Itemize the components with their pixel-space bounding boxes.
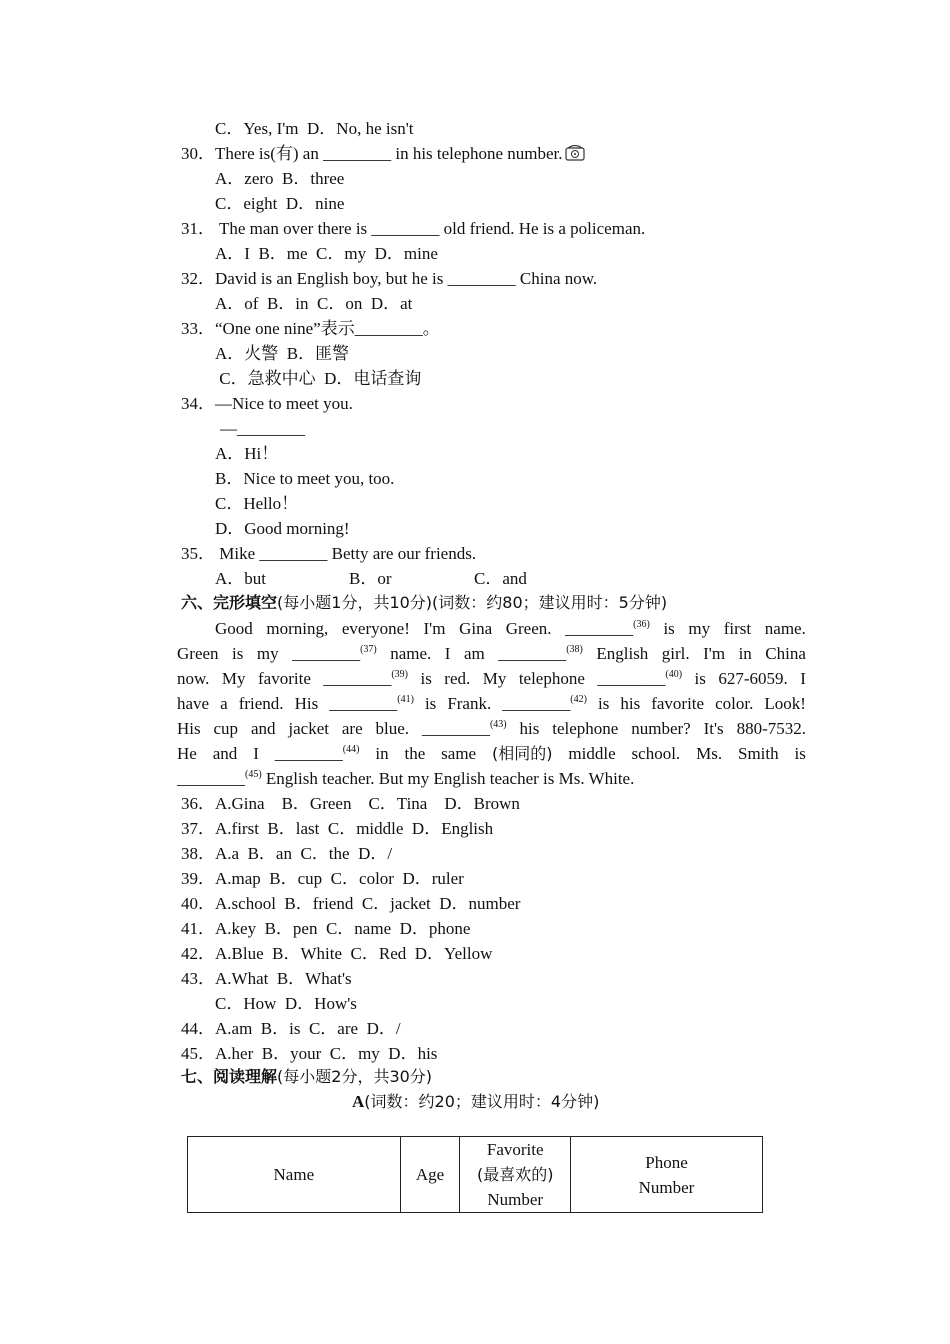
section-7-title: 七、阅读理解 [181, 1067, 278, 1086]
passage-line-4: have a friend. His ________$^{(41)}$ is Frank. ________$^{(42)}$ is his favorite color. Look! [177, 694, 806, 713]
blank-number: (39) [391, 669, 408, 680]
q43-cd: C．How D．How's [215, 994, 357, 1013]
q29-options-cd: C．Yes, I'm D．No, he isn't [215, 119, 414, 138]
part-a-letter: A [352, 1092, 365, 1111]
q36: 36．A.Gina B．Green C．Tina D．Brown [181, 794, 520, 813]
q30-text: 30．There is(有) an ________ in his telephone number. [181, 144, 563, 163]
q33-options-ab: A．火警 B．匪警 [215, 344, 350, 363]
q34-option-d: D．Good morning! [215, 519, 350, 538]
table-header-row [188, 1137, 763, 1213]
q32-stem: 32．David is an English boy, but he is ________ China now. [181, 269, 598, 288]
blank-number: (40) [665, 669, 683, 680]
q31-options: A．I B．me C．my D．mine [215, 244, 438, 263]
q34-stem: 34．—Nice to meet you. [181, 394, 353, 413]
section-6-detail: (每小题1分，共10分)(词数：约80；建议用时：5分钟) [277, 593, 668, 612]
blank-number: (44) [342, 744, 360, 755]
q30-stem [181, 141, 585, 166]
q35-option-b: B．or [349, 569, 392, 588]
q39: 39．A.map B．cup C．color D．ruler [181, 869, 464, 888]
q38: 38．A.a B．an C．the D．/ [181, 844, 393, 863]
blank-number: (38) [566, 644, 583, 655]
q35-stem: 35． Mike ________ Betty are our friends. [181, 544, 477, 563]
q33-options-cd: C．急救中心 D．电话查询 [215, 369, 422, 388]
blank-number: (42) [570, 694, 587, 705]
section-7-heading [181, 1064, 432, 1089]
q40: 40．A.school B．friend C．jacket D．number [181, 894, 521, 913]
passage-line-1: Good morning, everyone! I'm Gina Green. ________$^{(36)}$ is my first name. [215, 619, 806, 638]
section-6-heading [181, 590, 667, 615]
passage-line-2: Green is my ________$^{(37)}$ name. I am ________$^{(38)}$ English girl. I'm in China [177, 644, 806, 663]
header-name: Name [188, 1137, 401, 1213]
passage-line-3: now. My favorite ________$^{(39)}$ is red. My telephone ________$^{(40)}$ is 627-6059. I [177, 669, 806, 688]
q35-option-a: A．but [215, 569, 266, 588]
info-table [187, 1136, 763, 1213]
q44: 44．A.am B．is C．are D．/ [181, 1019, 401, 1038]
q34-option-a: A．Hi！ [215, 444, 279, 463]
q32-options: A．of B．in C．on D．at [215, 294, 413, 313]
section-7-detail: (每小题2分，共30分) [277, 1067, 433, 1086]
q30-options-ab: A．zero B．three [215, 169, 345, 188]
blank-number: (41) [397, 694, 414, 705]
header-favorite-number: Favorite (最喜欢的) Number [460, 1137, 571, 1213]
part-a-heading [352, 1089, 599, 1114]
passage-line-7: ________$^{(45)}$ English teacher. But my English teacher is Ms. White. [177, 769, 635, 788]
q41: 41．A.key B．pen C．name D．phone [181, 919, 471, 938]
blank-number: (36) [633, 619, 650, 630]
blank-number: (37) [360, 644, 377, 655]
q43-ab: 43．A.What B．What's [181, 969, 352, 988]
q33-stem: 33．“One one nine”表示________。 [181, 319, 440, 338]
q37: 37．A.first B．last C．middle D．English [181, 819, 494, 838]
phone-icon [565, 145, 585, 161]
part-a-detail: (词数：约20；建议用时：4分钟) [364, 1092, 600, 1111]
q31-stem: 31． The man over there is ________ old friend. He is a policeman. [181, 219, 646, 238]
passage-line-5: His cup and jacket are blue. ________$^{(43)}$ his telephone number? It's 880-7532. [177, 719, 806, 738]
q34-option-b: B．Nice to meet you, too. [215, 469, 395, 488]
q35-option-c: C．and [474, 569, 527, 588]
passage-line-6: He and I ________$^{(44)}$ in the same (相同的) middle school. Ms. Smith is [177, 744, 806, 763]
blank-number: (45) [245, 769, 262, 780]
section-6-title: 六、完形填空 [181, 593, 278, 612]
header-age: Age [400, 1137, 460, 1213]
header-phone-number: Phone Number [571, 1137, 763, 1213]
q34-blank: —________ [220, 419, 305, 438]
q34-option-c: C．Hello！ [215, 494, 299, 513]
q45: 45．A.her B．your C．my D．his [181, 1044, 438, 1063]
blank-number: (43) [489, 719, 507, 730]
q42: 42．A.Blue B．White C．Red D．Yellow [181, 944, 493, 963]
q30-options-cd: C．eight D．nine [215, 194, 345, 213]
